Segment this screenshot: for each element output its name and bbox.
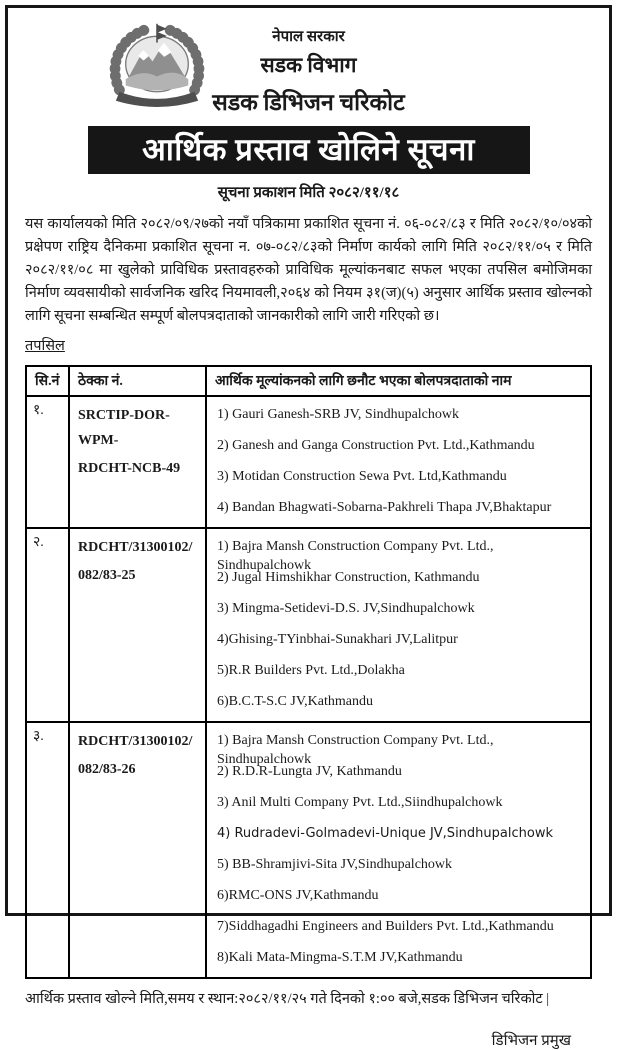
bidder-entry: 2) Jugal Himshikhar Construction, Kathmandu <box>217 570 480 585</box>
bidder-entry: 4) Rudradevi-Golmadevi-Unique JV,Sindhupalchowk <box>217 826 553 841</box>
contract-no <box>69 528 206 722</box>
header-serial-no: सि.नं <box>26 366 69 396</box>
bidder-entry: 1) Bajra Mansh Construction Company Pvt. Ltd., Sindhupalchowk <box>217 733 494 767</box>
bidder-entry: 3) Mingma-Setidevi-D.S. JV,Sindhupalchowk <box>217 601 475 616</box>
opening-date-time-place: आर्थिक प्रस्ताव खोल्ने मिति,समय र स्थान:२०८२/११/२५ गते दिनको १:०० बजे,सडक डिभिजन चरिकोट | <box>25 991 550 1007</box>
notice-body-paragraph: यस कार्यालयको मिति २०८२/०९/२७को नयाँ पत्रिकामा प्रकाशित सूचना नं. ०६-०८२/८३ र मिति २०८२/१०/०४को प्रक्षेपण राष्ट्रिय दैनिकमा प्रकाशित सूचना न. ०७-०८२/८३को निर्माण कार्यको लागि मिति २०८२/११/०५ र मिति २०८२/११/०८ मा खुलेको प्राविधिक प्रस्तावहरुको प्राविधिक मूल्यांकनबाट सफल भएका तपसिल बमोजिमका निर्माण व्यवसायीको सार्वजनिक खरिद नियमावली,२०६४ को नियम ३१(ज)(५) अनुसार आर्थिक प्रस्ताव खोल्नको लागि सूचना सम्बन्धित सम्पूर्ण बोलपत्रदाताको जानकारीको लागि जारी गरिएको छ। <box>25 216 592 324</box>
bidder-entry: 4)Ghising-TYinbhai-Sunakhari JV,Lalitpur <box>217 632 458 647</box>
nepal-government-emblem-icon <box>103 22 211 115</box>
contract-no-line: 082/83-25 <box>78 568 136 583</box>
bidder-entry: 1) Gauri Ganesh-SRB JV, Sindhupalchowk <box>217 407 460 422</box>
table-row <box>26 722 591 978</box>
bidder-entry: 5)R.R Builders Pvt. Ltd.,Dolakha <box>217 663 405 678</box>
bidders-table <box>25 365 592 979</box>
header-bidder-names: आर्थिक मूल्यांकनको लागि छनौट भएका बोलपत्रदाताको नाम <box>206 366 591 396</box>
government-name: नेपाल सरकार <box>272 29 345 45</box>
bidder-entry: 8)Kali Mata-Mingma-S.T.M JV,Kathmandu <box>217 950 463 965</box>
header-contract-no: ठेक्का नं. <box>69 366 206 396</box>
bidder-entry: 3) Motidan Construction Sewa Pvt. Ltd,Kathmandu <box>217 469 507 484</box>
contract-no-line: RDCHT/31300102/ <box>78 540 193 555</box>
letterhead <box>25 22 592 202</box>
bidder-entry: 2) Ganesh and Ganga Construction Pvt. Ltd.,Kathmandu <box>217 438 535 453</box>
bidder-entry: 4) Bandan Bhagwati-Sobarna-Pakhreli Thapa JV,Bhaktapur <box>217 500 552 515</box>
bidder-entry: 6)RMC-ONS JV,Kathmandu <box>217 888 379 903</box>
serial-no: २. <box>26 528 69 722</box>
contract-no <box>69 722 206 978</box>
bidder-entry: 5) BB-Shramjivi-Sita JV,Sindhupalchowk <box>217 857 453 872</box>
publication-date: सूचना प्रकाशन मिति २०८२/११/१८ <box>217 185 400 201</box>
bidder-entry: 1) Bajra Mansh Construction Company Pvt. Ltd., Sindhupalchowk <box>217 539 494 573</box>
bidder-entry: 2) R.D.R-Lungta JV, Kathmandu <box>217 764 402 779</box>
table-row <box>26 396 591 528</box>
department-name: सडक विभाग <box>260 53 357 77</box>
bidder-list <box>206 528 591 722</box>
bidder-entry: 7)Siddhagadhi Engineers and Builders Pvt. Ltd.,Kathmandu <box>217 919 554 934</box>
bidder-entry: 3) Anil Multi Company Pvt. Ltd.,Siindhupalchowk <box>217 795 503 810</box>
bidder-list <box>206 396 591 528</box>
contract-no-line: 082/83-26 <box>78 762 136 777</box>
office-name: सडक डिभिजन चरिकोट <box>212 90 405 115</box>
contract-no <box>69 396 206 528</box>
contract-no-line: RDCHT/31300102/ <box>78 734 193 749</box>
bidder-entry: 6)B.C.T-S.C JV,Kathmandu <box>217 694 373 709</box>
table-header-row <box>26 366 591 396</box>
contract-no-line: RDCHT-NCB-49 <box>78 461 181 476</box>
page-border-frame <box>5 5 612 1049</box>
schedule-label: तपसिल <box>25 338 65 354</box>
table-row <box>26 528 591 722</box>
contract-no-line: SRCTIP-DOR-WPM- <box>78 408 170 448</box>
serial-no: ३. <box>26 722 69 978</box>
bidder-list <box>206 722 591 978</box>
serial-no: १. <box>26 396 69 528</box>
signatory-title: डिभिजन प्रमुख <box>491 1033 571 1049</box>
notice-title-banner: आर्थिक प्रस्ताव खोलिने सूचना <box>88 126 530 174</box>
